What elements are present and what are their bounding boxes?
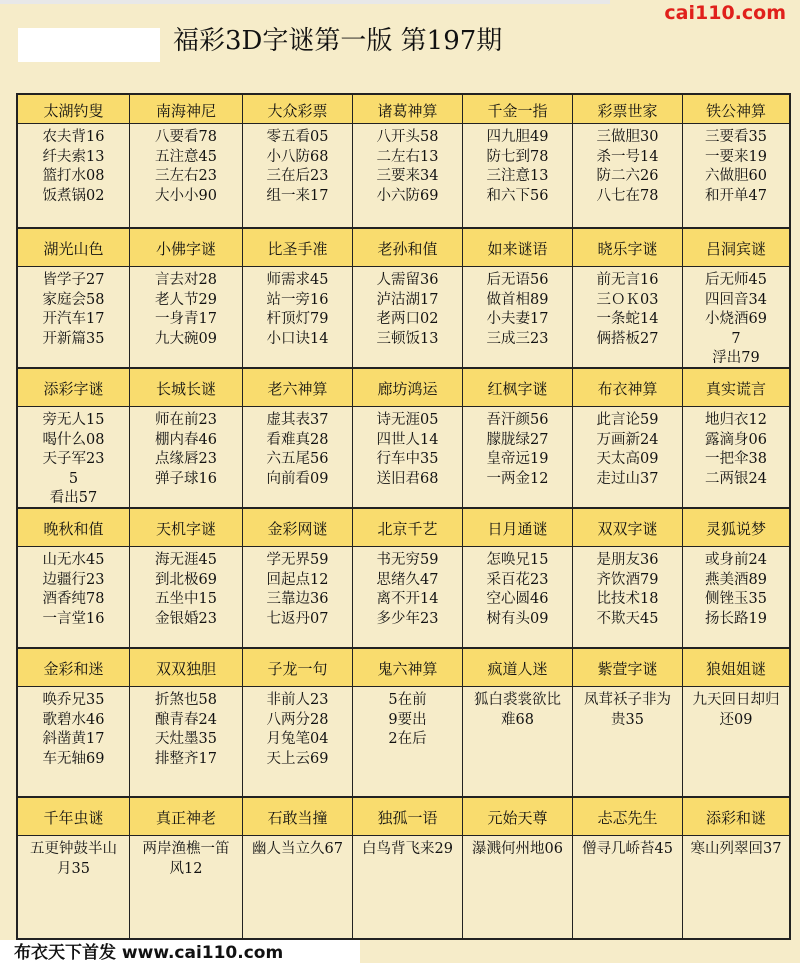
cell-content: 僧寻几峤苔45: [582, 841, 673, 857]
brand-logo-text: cai110.com: [664, 2, 786, 24]
cell-content: 海无涯45 到北极69 五坐中15 金银婚23: [155, 552, 217, 627]
cell-content: 怎唤兄15 采百花23 空心圆46 树有头09: [486, 552, 549, 627]
puzzle-cell: [129, 228, 242, 368]
cell-content: 或身前24 燕美酒89 侧锉玉35 扬长路19: [705, 552, 767, 627]
puzzle-cell: [462, 228, 572, 368]
cell-header: 鬼六神算: [377, 660, 438, 678]
cell-header: 石敢当撞: [267, 809, 328, 827]
cell-header: 吕洞宾谜: [705, 240, 766, 258]
puzzle-cell: [682, 797, 789, 940]
cell-header: 真实谎言: [705, 380, 766, 398]
puzzle-cell: [682, 228, 789, 368]
cell-header: 晚秋和值: [43, 520, 104, 538]
puzzle-cell: [129, 368, 242, 508]
cell-header: 狼姐姐谜: [705, 660, 766, 678]
top-banner: [0, 0, 800, 82]
puzzle-cell: [572, 368, 682, 508]
puzzle-cell: [242, 95, 352, 228]
cell-header: 添彩字谜: [43, 380, 104, 398]
cell-content: 三要看35 一要来19 六做胆60 和开单47: [705, 129, 767, 204]
cell-header: 忐忑先生: [597, 809, 658, 827]
cell-header: 疯道人迷: [487, 660, 548, 678]
cell-content: 旁无人15 喝什么08 天子军23 5 看出57: [42, 412, 105, 506]
cell-content: 师在前23 棚内春46 点缘唇23 弹子球16: [155, 412, 217, 487]
cell-content: 5在前 9要出 2在后: [388, 692, 427, 747]
cell-content: 地归衣12 露滴身06 一把伞38 二两银24: [705, 412, 767, 487]
cell-content: 瀑溅何州地06: [472, 841, 563, 857]
cell-header: 南海神尼: [155, 102, 216, 120]
puzzle-cell: [129, 508, 242, 648]
footer-caption: 布衣天下首发 www.cai110.com: [14, 943, 284, 963]
cell-header: 双双字谜: [597, 520, 658, 538]
cell-content: 零五看05 小八防68 三在后23 组一来17: [266, 129, 329, 204]
cell-content: 诗无涯05 四世人14 行车中35 送旧君68: [376, 412, 439, 487]
cell-content: 后无师45 四回音34 小烧酒69 7 浮出79: [705, 272, 767, 366]
cell-content: 山无水45 边疆行23 酒香纯78 一言堂16: [42, 552, 105, 627]
cell-content: 此言论59 万画新24 天太高09 走过山37: [596, 412, 659, 487]
cell-header: 湖光山色: [43, 240, 104, 258]
puzzle-cell: [18, 368, 129, 508]
cell-content: 三做胆30 杀一号14 防二六26 八七在78: [596, 129, 659, 204]
cell-content: 凤茸袄子非为 贵35: [584, 692, 671, 728]
cell-content: 虚其表37 看难真28 六五尾56 向前看09: [266, 412, 329, 487]
table-row: [18, 368, 789, 508]
cell-content: 折煞也58 酿青春24 天灶墨35 排整齐17: [155, 692, 217, 767]
puzzle-cell: [682, 368, 789, 508]
cell-content: 后无语56 做首相89 小夫妻17 三成三23: [486, 272, 549, 347]
puzzle-cell: [352, 508, 462, 648]
cell-content: 言去对28 老人节29 一身青17 九大碗09: [155, 272, 217, 347]
puzzle-cell: [352, 95, 462, 228]
cell-content: 两岸渔樵一笛 风12: [142, 841, 230, 877]
cell-header: 元始天尊: [487, 809, 548, 827]
puzzle-cell: [18, 797, 129, 940]
puzzle-cell: [462, 648, 572, 797]
cell-header: 真正神老: [155, 809, 216, 827]
cell-header: 添彩和谜: [705, 809, 766, 827]
cell-header: 红枫字谜: [487, 380, 548, 398]
puzzle-cell: [242, 648, 352, 797]
puzzle-cell: [242, 368, 352, 508]
cell-content: 五更钟鼓半山 月35: [30, 841, 117, 877]
cell-header: 紫萱字谜: [597, 660, 658, 678]
cell-content: 师需求45 站一旁16 杆顶灯79 小口诀14: [266, 272, 329, 347]
cell-content: 农夫背16 纤夫索13 篮打水08 饭煮锅02: [42, 129, 105, 204]
cell-content: 幽人当立久67: [252, 841, 343, 857]
puzzle-cell: [242, 508, 352, 648]
cell-content: 前无言16 三ＯＫ03 一条蛇14 俩搭板27: [596, 272, 659, 347]
cell-header: 天机字谜: [155, 520, 216, 538]
cell-content: 狐白裘裳欲比 难68: [474, 692, 561, 728]
puzzle-cell: [242, 797, 352, 940]
cell-header: 金彩和迷: [43, 660, 104, 678]
cell-header: 北京千艺: [377, 520, 438, 538]
cell-content: 八开头58 二左右13 三要来34 小六防69: [376, 129, 439, 204]
page-title: 福彩3D字谜第一版 第197期: [173, 26, 503, 56]
cell-header: 双双独胆: [155, 660, 216, 678]
cell-header: 老孙和值: [377, 240, 438, 258]
puzzle-cell: [129, 797, 242, 940]
puzzle-cell: [352, 368, 462, 508]
cell-content: 书无穷59 思绪久47 离不开14 多少年23: [376, 552, 439, 627]
table-row: [18, 95, 789, 228]
cell-content: 非前人23 八两分28 月兔笔04 天上云69: [266, 692, 329, 767]
puzzle-cell: [572, 95, 682, 228]
banner-divider: [0, 0, 610, 4]
cell-header: 千金一指: [487, 102, 548, 120]
cell-content: 四九胆49 防七到78 三注意13 和六下56: [486, 129, 549, 204]
cell-header: 如来谜语: [487, 240, 548, 258]
cell-header: 廊坊鸿运: [377, 380, 438, 398]
cell-content: 白鸟背飞来29: [362, 841, 453, 857]
puzzle-cell: [462, 797, 572, 940]
cell-header: 太湖钓叟: [43, 102, 104, 120]
puzzle-cell: [18, 228, 129, 368]
puzzle-cell: [682, 95, 789, 228]
cell-header: 日月通谜: [487, 520, 548, 538]
cell-content: 唤乔兄35 歌碧水46 斜凿黄17 车无轴69: [42, 692, 105, 767]
cell-header: 晓乐字谜: [597, 240, 658, 258]
cell-content: 人需留36 泸沽湖17 老两口02 三顿饭13: [376, 272, 439, 347]
puzzle-cell: [352, 797, 462, 940]
cell-content: 八要看78 五注意45 三左右23 大小小90: [155, 129, 217, 204]
cell-content: 九天回日却归 还09: [692, 692, 780, 728]
puzzle-cell: [18, 508, 129, 648]
cell-content: 是朋友36 齐饮酒79 比技术18 不欺天45: [596, 552, 659, 627]
cell-header: 千年虫谜: [43, 809, 104, 827]
puzzle-cell: [462, 508, 572, 648]
puzzle-cell: [682, 508, 789, 648]
puzzle-cell: [572, 228, 682, 368]
cell-header: 老六神算: [267, 380, 328, 398]
puzzle-cell: [682, 648, 789, 797]
puzzle-cell: [242, 228, 352, 368]
cell-header: 诸葛神算: [377, 102, 438, 120]
cell-header: 灵狐说梦: [705, 520, 766, 538]
cell-content: 寒山列翠回37: [690, 841, 782, 857]
cell-header: 独孤一语: [377, 809, 438, 827]
puzzle-cell: [462, 368, 572, 508]
cell-header: 比圣手准: [267, 240, 328, 258]
cell-content: 吾汗颜56 朦胧绿27 皇帝远19 一两金12: [486, 412, 549, 487]
cell-content: 皆学子27 家庭会58 开汽车17 开新篇35: [42, 272, 105, 347]
puzzle-cell: [129, 648, 242, 797]
puzzle-cell: [18, 648, 129, 797]
puzzle-cell: [352, 648, 462, 797]
puzzle-cell: [572, 648, 682, 797]
cell-header: 大众彩票: [267, 102, 328, 120]
table-row: [18, 648, 789, 797]
cell-header: 彩票世家: [597, 102, 658, 120]
table-row: [18, 797, 789, 940]
puzzle-cell: [18, 95, 129, 228]
puzzle-cell: [129, 95, 242, 228]
puzzle-cell: [572, 797, 682, 940]
cell-header: 长城长谜: [155, 380, 216, 398]
cell-header: 子龙一句: [267, 660, 328, 678]
puzzle-cell: [572, 508, 682, 648]
table-row: [18, 508, 789, 648]
cell-header: 金彩网谜: [267, 520, 328, 538]
puzzle-table: [16, 93, 791, 940]
puzzle-cell: [352, 228, 462, 368]
cell-header: 布衣神算: [597, 380, 658, 398]
puzzle-cell: [462, 95, 572, 228]
banner-blank-area: [18, 28, 160, 62]
cell-header: 小佛字谜: [155, 240, 216, 258]
table-row: [18, 228, 789, 368]
cell-content: 学无界59 回起点12 三靠边36 七返丹07: [266, 552, 329, 627]
cell-header: 铁公神算: [705, 102, 766, 120]
